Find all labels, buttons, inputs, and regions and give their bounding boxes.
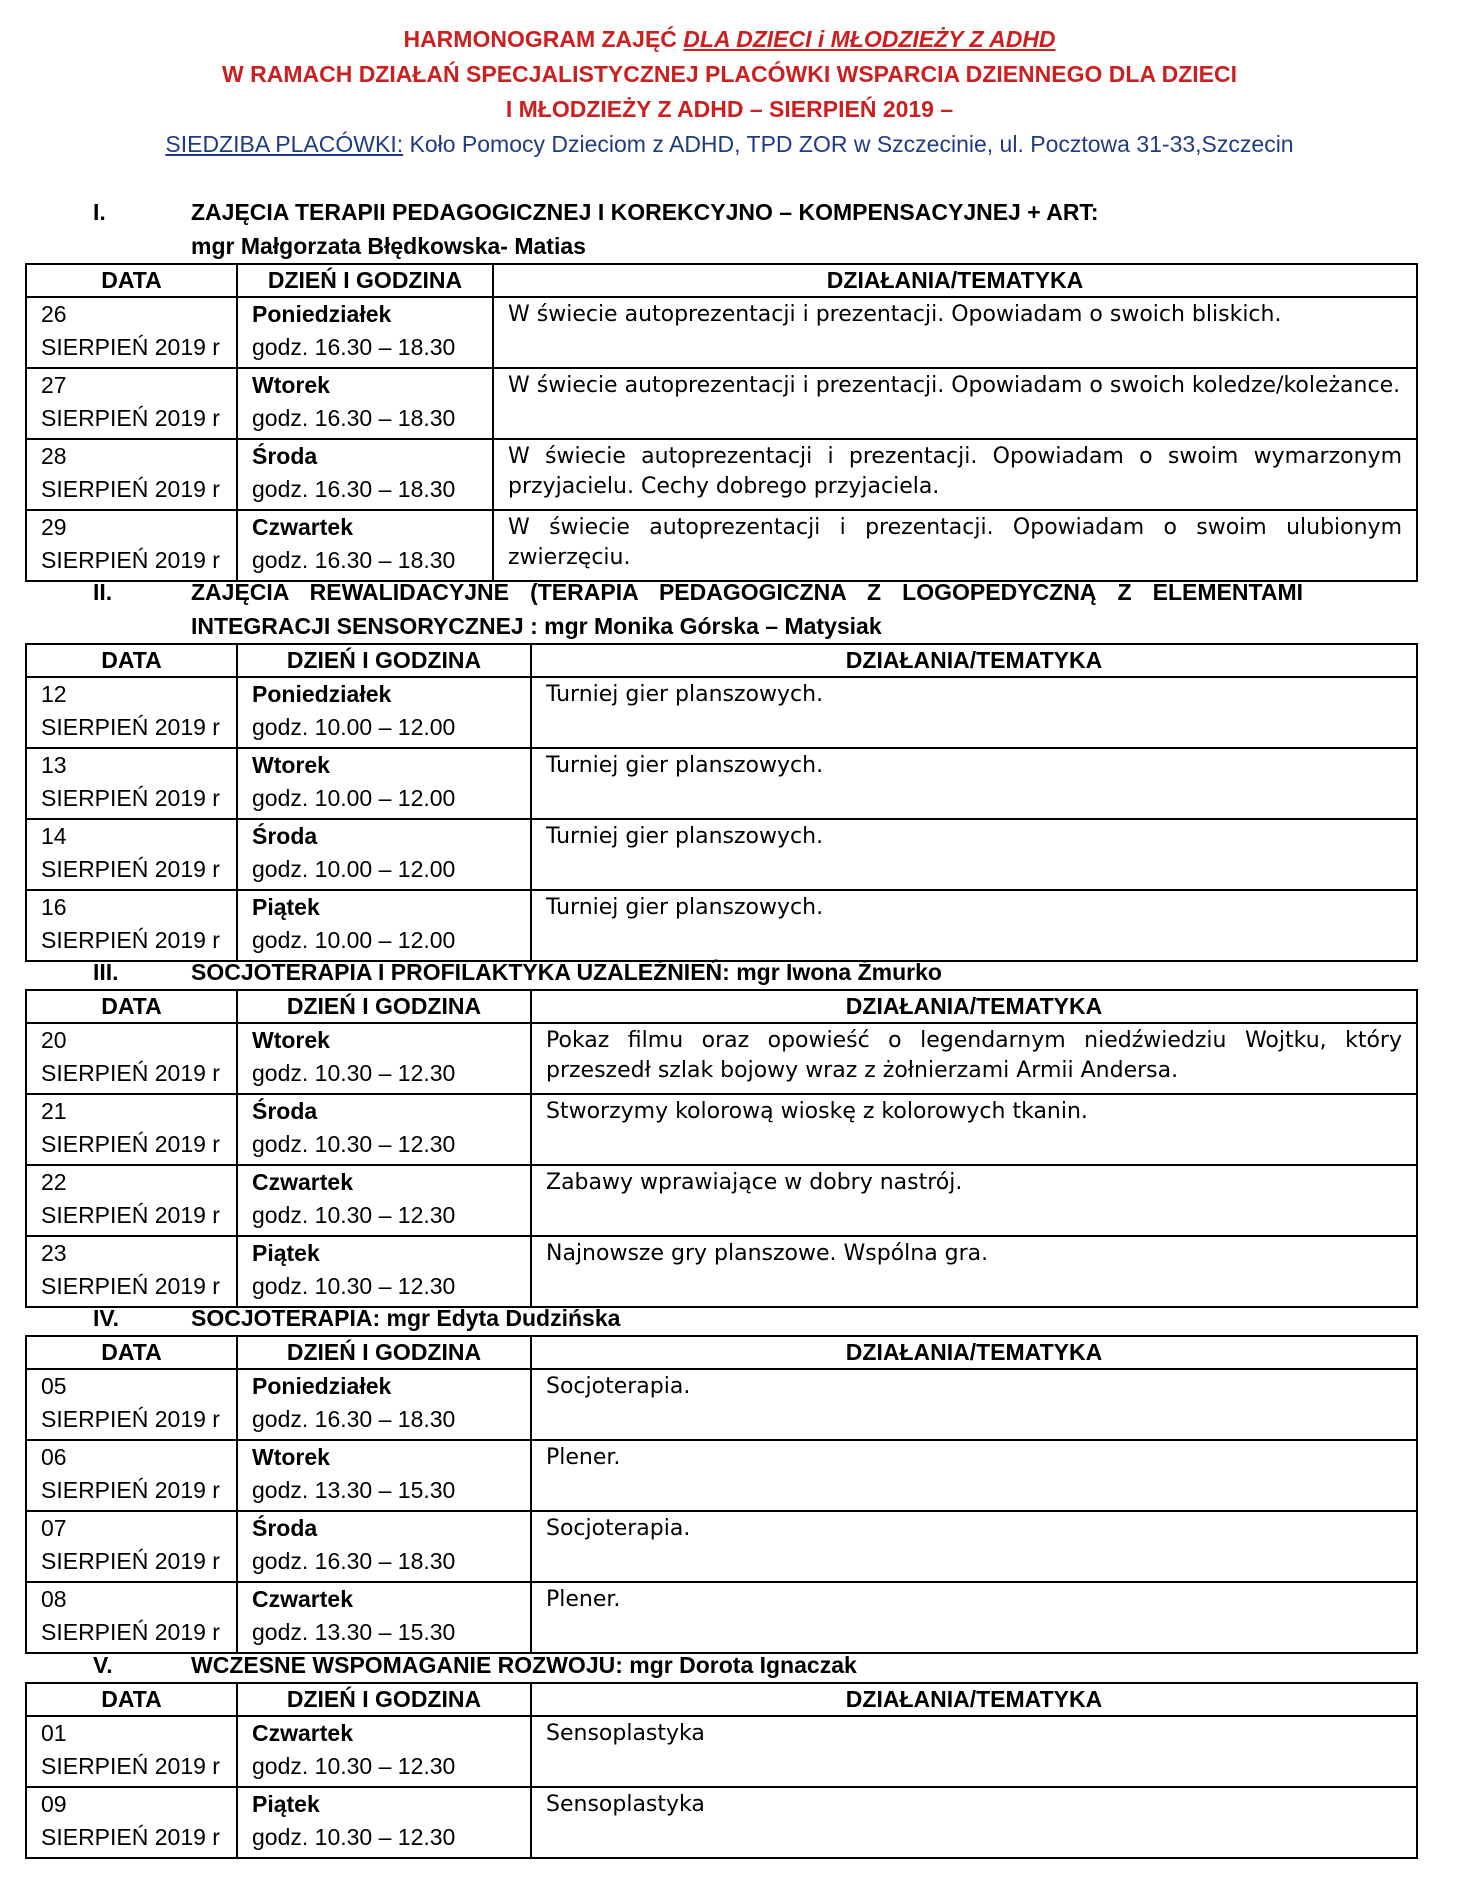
topic-cell: Najnowsze gry planszowe. Wspólna gra. bbox=[531, 1236, 1417, 1307]
time-range: godz. 10.00 – 12.00 bbox=[252, 714, 456, 740]
table-row bbox=[26, 1369, 1417, 1440]
date-day: 16 bbox=[41, 894, 67, 920]
time-range: godz. 10.00 – 12.00 bbox=[252, 785, 456, 811]
weekday: Piątek bbox=[252, 894, 320, 920]
date-month: SIERPIEŃ 2019 r bbox=[41, 1753, 220, 1779]
date-month: SIERPIEŃ 2019 r bbox=[41, 1548, 220, 1574]
date-cell bbox=[26, 1165, 237, 1236]
schedule-table bbox=[25, 989, 1418, 1308]
table-row bbox=[26, 748, 1417, 819]
topic-cell: Stworzymy kolorową wioskę z kolorowych tkanin. bbox=[531, 1094, 1417, 1165]
time-range: godz. 16.30 – 18.30 bbox=[252, 1406, 456, 1432]
weekday: Czwartek bbox=[252, 1720, 353, 1746]
section-number: III. bbox=[93, 959, 119, 985]
table-row bbox=[26, 439, 1417, 510]
day-cell bbox=[237, 1716, 531, 1787]
table-header-row bbox=[26, 1336, 1417, 1369]
date-day: 28 bbox=[41, 443, 67, 469]
column-date-header: DATA bbox=[26, 1683, 237, 1716]
topic-cell: Socjoterapia. bbox=[531, 1511, 1417, 1582]
time-range: godz. 13.30 – 15.30 bbox=[252, 1619, 456, 1645]
title-line-1 bbox=[0, 22, 1459, 57]
section-heading bbox=[25, 1301, 1418, 1335]
table-row bbox=[26, 1023, 1417, 1094]
time-range: godz. 10.30 – 12.30 bbox=[252, 1202, 456, 1228]
date-day: 01 bbox=[41, 1720, 67, 1746]
date-day: 26 bbox=[41, 301, 67, 327]
topic-cell: Socjoterapia. bbox=[531, 1369, 1417, 1440]
weekday: Środa bbox=[252, 823, 318, 849]
seat-text: Koło Pomocy Dzieciom z ADHD, TPD ZOR w Szczecinie, ul. Pocztowa 31-33,Szczecin bbox=[403, 131, 1294, 157]
time-range: godz. 16.30 – 18.30 bbox=[252, 1548, 456, 1574]
day-cell bbox=[237, 748, 531, 819]
date-cell bbox=[26, 510, 237, 581]
section-5 bbox=[25, 1648, 1418, 1859]
date-day: 14 bbox=[41, 823, 67, 849]
column-date-header: DATA bbox=[26, 644, 237, 677]
section-title: SOCJOTERAPIA I PROFILAKTYKA UZALEŻNIEŃ: bbox=[191, 959, 730, 985]
section-heading bbox=[25, 955, 1418, 989]
day-cell bbox=[237, 1582, 531, 1653]
table-row bbox=[26, 1787, 1417, 1858]
seat-address bbox=[0, 127, 1459, 162]
topic-cell: W świecie autoprezentacji i prezentacji. Opowiadam o swoich bliskich. bbox=[493, 297, 1417, 368]
date-cell bbox=[26, 368, 237, 439]
day-cell bbox=[237, 1787, 531, 1858]
date-cell bbox=[26, 1023, 237, 1094]
date-month: SIERPIEŃ 2019 r bbox=[41, 1273, 220, 1299]
day-cell bbox=[237, 368, 493, 439]
title-line-2: W RAMACH DZIAŁAŃ SPECJALISTYCZNEJ PLACÓWKI WSPARCIA DZIENNEGO DLA DZIECI bbox=[222, 61, 1237, 87]
date-cell bbox=[26, 1236, 237, 1307]
date-day: 09 bbox=[41, 1791, 67, 1817]
date-cell bbox=[26, 677, 237, 748]
section-number: II. bbox=[93, 579, 113, 605]
table-row bbox=[26, 1236, 1417, 1307]
schedule-table bbox=[25, 263, 1418, 582]
topic-cell: W świecie autoprezentacji i prezentacji. Opowiadam o swoich koledze/koleżance. bbox=[493, 368, 1417, 439]
date-month: SIERPIEŃ 2019 r bbox=[41, 1202, 220, 1228]
column-day-header: DZIEŃ I GODZINA bbox=[237, 1683, 531, 1716]
section-instructor: mgr Edyta Dudzińska bbox=[386, 1305, 621, 1331]
weekday: Piątek bbox=[252, 1240, 320, 1266]
weekday: Wtorek bbox=[252, 752, 330, 778]
table-row bbox=[26, 819, 1417, 890]
table-row bbox=[26, 1716, 1417, 1787]
time-range: godz. 10.30 – 12.30 bbox=[252, 1131, 456, 1157]
day-cell bbox=[237, 510, 493, 581]
section-heading bbox=[25, 575, 1418, 643]
title-line-3: I MŁODZIEŻY Z ADHD – SIERPIEŃ 2019 – bbox=[505, 96, 954, 122]
date-day: 12 bbox=[41, 681, 67, 707]
date-cell bbox=[26, 1787, 237, 1858]
time-range: godz. 16.30 – 18.30 bbox=[252, 476, 456, 502]
date-month: SIERPIEŃ 2019 r bbox=[41, 1060, 220, 1086]
weekday: Czwartek bbox=[252, 1169, 353, 1195]
schedule-table bbox=[25, 1335, 1418, 1654]
date-month: SIERPIEŃ 2019 r bbox=[41, 856, 220, 882]
date-month: SIERPIEŃ 2019 r bbox=[41, 405, 220, 431]
section-1 bbox=[25, 195, 1418, 582]
topic-cell: Pokaz filmu oraz opowieść o legendarnym niedźwiedziu Wojtku, który przeszedł szlak bojowy wraz z żołnierzami Armii Andersa. bbox=[531, 1023, 1417, 1094]
column-topic-header: DZIAŁANIA/TEMATYKA bbox=[493, 264, 1417, 297]
day-cell bbox=[237, 1440, 531, 1511]
title-prefix: HARMONOGRAM ZAJĘĆ bbox=[403, 26, 684, 52]
day-cell bbox=[237, 1236, 531, 1307]
table-row bbox=[26, 297, 1417, 368]
date-day: 29 bbox=[41, 514, 67, 540]
date-cell bbox=[26, 819, 237, 890]
section-number: I. bbox=[93, 199, 106, 225]
date-day: 06 bbox=[41, 1444, 67, 1470]
date-cell bbox=[26, 1440, 237, 1511]
time-range: godz. 10.30 – 12.30 bbox=[252, 1273, 456, 1299]
column-day-header: DZIEŃ I GODZINA bbox=[237, 1336, 531, 1369]
section-title: ZAJĘCIA TERAPII PEDAGOGICZNEJ I KOREKCYJNO – KOMPENSACYJNEJ + ART: bbox=[191, 199, 1099, 225]
date-day: 23 bbox=[41, 1240, 67, 1266]
date-day: 08 bbox=[41, 1586, 67, 1612]
section-heading bbox=[25, 1648, 1418, 1682]
schedule-table bbox=[25, 1682, 1418, 1859]
section-3 bbox=[25, 955, 1418, 1308]
topic-cell: Plener. bbox=[531, 1582, 1417, 1653]
column-topic-header: DZIAŁANIA/TEMATYKA bbox=[531, 644, 1417, 677]
column-date-header: DATA bbox=[26, 990, 237, 1023]
date-cell bbox=[26, 439, 237, 510]
weekday: Wtorek bbox=[252, 372, 330, 398]
topic-cell: Sensoplastyka bbox=[531, 1787, 1417, 1858]
column-day-header: DZIEŃ I GODZINA bbox=[237, 264, 493, 297]
section-instructor: mgr Iwona Żmurko bbox=[736, 959, 942, 985]
document-header bbox=[0, 22, 1459, 162]
day-cell bbox=[237, 439, 493, 510]
time-range: godz. 10.30 – 12.30 bbox=[252, 1824, 456, 1850]
table-row bbox=[26, 368, 1417, 439]
weekday: Środa bbox=[252, 1098, 318, 1124]
weekday: Poniedziałek bbox=[252, 681, 392, 707]
date-day: 20 bbox=[41, 1027, 67, 1053]
date-cell bbox=[26, 1094, 237, 1165]
weekday: Wtorek bbox=[252, 1444, 330, 1470]
weekday: Poniedziałek bbox=[252, 301, 392, 327]
date-month: SIERPIEŃ 2019 r bbox=[41, 1131, 220, 1157]
date-month: SIERPIEŃ 2019 r bbox=[41, 1406, 220, 1432]
weekday: Czwartek bbox=[252, 1586, 353, 1612]
time-range: godz. 16.30 – 18.30 bbox=[252, 405, 456, 431]
table-header-row bbox=[26, 644, 1417, 677]
topic-cell: W świecie autoprezentacji i prezentacji. Opowiadam o swoim ulubionym zwierzęciu. bbox=[493, 510, 1417, 581]
date-month: SIERPIEŃ 2019 r bbox=[41, 476, 220, 502]
schedule-table bbox=[25, 643, 1418, 962]
date-cell bbox=[26, 1369, 237, 1440]
title-underlined: DLA DZIECI i MŁODZIEŻY Z ADHD bbox=[683, 26, 1056, 52]
weekday: Środa bbox=[252, 1515, 318, 1541]
table-row bbox=[26, 1165, 1417, 1236]
topic-cell: Plener. bbox=[531, 1440, 1417, 1511]
weekday: Poniedziałek bbox=[252, 1373, 392, 1399]
date-month: SIERPIEŃ 2019 r bbox=[41, 927, 220, 953]
column-topic-header: DZIAŁANIA/TEMATYKA bbox=[531, 1683, 1417, 1716]
time-range: godz. 10.00 – 12.00 bbox=[252, 927, 456, 953]
table-row bbox=[26, 1094, 1417, 1165]
section-2 bbox=[25, 575, 1418, 962]
section-instructor: mgr Dorota Ignaczak bbox=[629, 1652, 857, 1678]
table-row bbox=[26, 677, 1417, 748]
column-date-header: DATA bbox=[26, 1336, 237, 1369]
date-cell bbox=[26, 748, 237, 819]
date-day: 05 bbox=[41, 1373, 67, 1399]
date-month: SIERPIEŃ 2019 r bbox=[41, 1824, 220, 1850]
table-header-row bbox=[26, 1683, 1417, 1716]
time-range: godz. 16.30 – 18.30 bbox=[252, 334, 456, 360]
day-cell bbox=[237, 1369, 531, 1440]
time-range: godz. 13.30 – 15.30 bbox=[252, 1477, 456, 1503]
column-day-header: DZIEŃ I GODZINA bbox=[237, 990, 531, 1023]
date-month: SIERPIEŃ 2019 r bbox=[41, 1619, 220, 1645]
date-month: SIERPIEŃ 2019 r bbox=[41, 547, 220, 573]
topic-cell: Sensoplastyka bbox=[531, 1716, 1417, 1787]
time-range: godz. 10.30 – 12.30 bbox=[252, 1060, 456, 1086]
section-number: IV. bbox=[93, 1305, 120, 1331]
section-title: ZAJĘCIA REWALIDACYJNE (TERAPIA PEDAGOGICZNA Z LOGOPEDYCZNĄ Z ELEMENTAMI INTEGRACJI SENSORYCZNEJ : bbox=[191, 579, 1303, 639]
column-topic-header: DZIAŁANIA/TEMATYKA bbox=[531, 990, 1417, 1023]
day-cell bbox=[237, 1165, 531, 1236]
date-month: SIERPIEŃ 2019 r bbox=[41, 714, 220, 740]
table-row bbox=[26, 1511, 1417, 1582]
date-cell bbox=[26, 297, 237, 368]
section-title: WCZESNE WSPOMAGANIE ROZWOJU: bbox=[191, 1652, 623, 1678]
date-day: 21 bbox=[41, 1098, 67, 1124]
table-row bbox=[26, 1440, 1417, 1511]
column-day-header: DZIEŃ I GODZINA bbox=[237, 644, 531, 677]
section-title: SOCJOTERAPIA: bbox=[191, 1305, 381, 1331]
date-day: 27 bbox=[41, 372, 67, 398]
day-cell bbox=[237, 1511, 531, 1582]
date-month: SIERPIEŃ 2019 r bbox=[41, 1477, 220, 1503]
topic-cell: Turniej gier planszowych. bbox=[531, 890, 1417, 961]
weekday: Piątek bbox=[252, 1791, 320, 1817]
section-instructor: mgr Małgorzata Błędkowska- Matias bbox=[191, 233, 586, 259]
date-month: SIERPIEŃ 2019 r bbox=[41, 334, 220, 360]
table-row bbox=[26, 1582, 1417, 1653]
day-cell bbox=[237, 819, 531, 890]
time-range: godz. 10.00 – 12.00 bbox=[252, 856, 456, 882]
table-header-row bbox=[26, 264, 1417, 297]
section-heading bbox=[25, 195, 1418, 263]
table-row bbox=[26, 510, 1417, 581]
time-range: godz. 10.30 – 12.30 bbox=[252, 1753, 456, 1779]
topic-cell: Zabawy wprawiające w dobry nastrój. bbox=[531, 1165, 1417, 1236]
topic-cell: Turniej gier planszowych. bbox=[531, 819, 1417, 890]
table-row bbox=[26, 890, 1417, 961]
column-topic-header: DZIAŁANIA/TEMATYKA bbox=[531, 1336, 1417, 1369]
day-cell bbox=[237, 890, 531, 961]
section-instructor: mgr Monika Górska – Matysiak bbox=[544, 613, 882, 639]
date-cell bbox=[26, 1716, 237, 1787]
seat-label: SIEDZIBA PLACÓWKI: bbox=[165, 131, 404, 157]
weekday: Czwartek bbox=[252, 514, 353, 540]
date-month: SIERPIEŃ 2019 r bbox=[41, 785, 220, 811]
section-number: V. bbox=[93, 1652, 113, 1678]
column-date-header: DATA bbox=[26, 264, 237, 297]
day-cell bbox=[237, 677, 531, 748]
weekday: Wtorek bbox=[252, 1027, 330, 1053]
section-4 bbox=[25, 1301, 1418, 1654]
date-day: 22 bbox=[41, 1169, 67, 1195]
topic-cell: Turniej gier planszowych. bbox=[531, 677, 1417, 748]
topic-cell: Turniej gier planszowych. bbox=[531, 748, 1417, 819]
date-cell bbox=[26, 1511, 237, 1582]
date-cell bbox=[26, 890, 237, 961]
time-range: godz. 16.30 – 18.30 bbox=[252, 547, 456, 573]
date-day: 13 bbox=[41, 752, 67, 778]
date-day: 07 bbox=[41, 1515, 67, 1541]
table-header-row bbox=[26, 990, 1417, 1023]
weekday: Środa bbox=[252, 443, 318, 469]
day-cell bbox=[237, 297, 493, 368]
day-cell bbox=[237, 1094, 531, 1165]
day-cell bbox=[237, 1023, 531, 1094]
topic-cell: W świecie autoprezentacji i prezentacji. Opowiadam o swoim wymarzonym przyjacielu. Cechy dobrego przyjaciela. bbox=[493, 439, 1417, 510]
date-cell bbox=[26, 1582, 237, 1653]
